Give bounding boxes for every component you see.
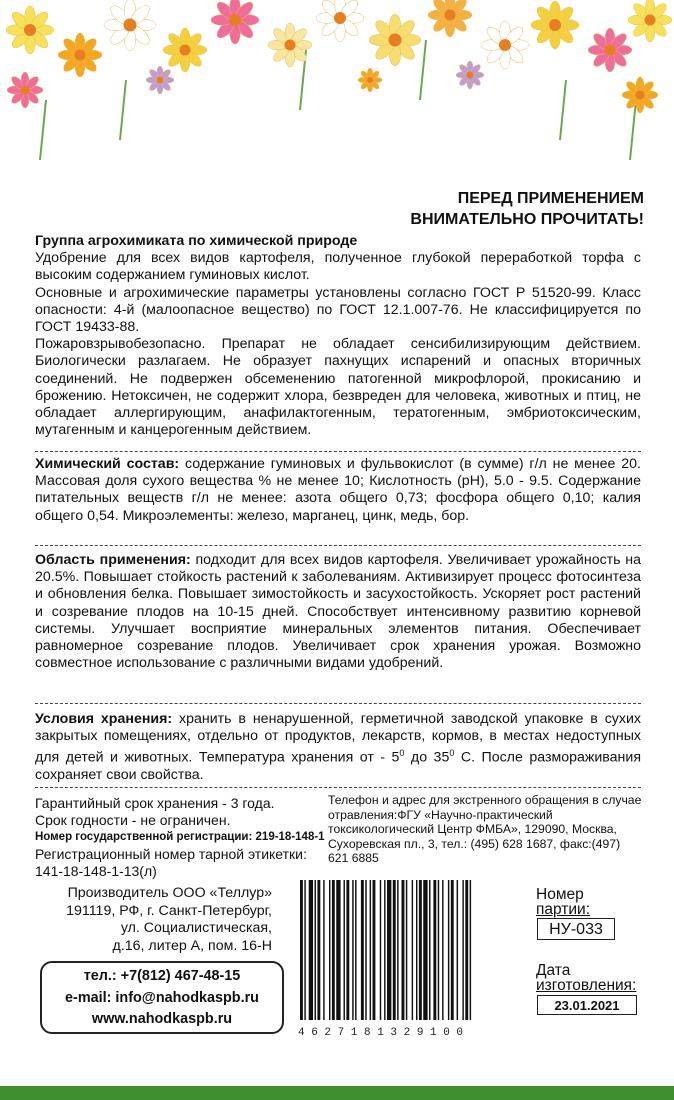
date-label <box>536 963 636 993</box>
state-registration-number: Номер государственной регистрации: 219-18-148-1 <box>35 831 325 843</box>
storage-text-2: до 35 <box>404 750 450 767</box>
email-link[interactable]: e-mail: info@nahodkaspb.ru <box>65 989 259 1006</box>
application-text: подходит для всех видов картофеля. Увеличивает урожайность на 20.5%. Повышает стойкость растений к заболеваниям. Активизирует процесс фотосинтеза и обновления белка. Повышает зимостойкость и засухостойкость. Ускоряет рост растений и созревание плодов на 10-15 дней. Способствует интенсивному развитию корневой системы. Улучшает восприятие минеральных элементов питания. Обеспечивает равномерное созревание плодов. Увеличивает срок хранения урожая. Возможно совместное использование с различными видами удобрений. <box>35 552 642 672</box>
degree-mark: 0 <box>449 748 455 759</box>
composition-section <box>35 456 641 525</box>
group-paragraph-2: Основные и агрохимические параметры установлены согласно ГОСТ Р 51520-99. Класс опасности: 4-й (малоопасное вещество) по ГОСТ 12.1.007-76. Не классифицируется по ГОСТ 19433-88. <box>35 284 641 336</box>
group-paragraph-1: Удобрение для всех видов картофеля, полученное глубокой переработкой торфа с высоким содержанием гуминовых кислот. <box>35 250 641 284</box>
divider <box>35 545 641 546</box>
lot-label-line-1: Номер <box>536 886 584 903</box>
manufacturer-line-2: 191119, РФ, г. Санкт-Петербург, <box>66 902 272 919</box>
emergency-text: Телефон и адрес для экстренного обращения в случае отравления:ФГУ «Научно-практический токсикологический Центр ФМБА», 129090, Москва, Сухоревская пл., 3, тел.: (495) 628 1687, факс:(497) 621 6885 <box>328 793 642 866</box>
manufacture-date: 23.01.2021 <box>537 995 637 1015</box>
registration-section <box>35 795 325 880</box>
notice-line-1: ПЕРЕД ПРИМЕНЕНИЕМ <box>457 190 644 207</box>
notice-line-2: ВНИМАТЕЛЬНО ПРОЧИТАТЬ! <box>410 211 644 228</box>
warranty-text: Гарантийный срок хранения - 3 года. <box>35 795 275 811</box>
lot-label <box>536 887 590 917</box>
emergency-contact <box>328 793 643 866</box>
manufacturer-line-4: д.16, литер А, пом. 16-Н <box>112 937 272 954</box>
application-section <box>35 552 641 672</box>
tare-label-title: Регистрационный номер тарной этикетки: <box>35 846 307 862</box>
footer-stripe <box>0 1086 674 1100</box>
storage-text-3: С. После размораживания сохраняет свои свойства. <box>35 750 641 784</box>
group-paragraph-3: Пожаровзрывобезопасно. Препарат не обладает сенсибилизирующим действием. Биологически разлагаем. Не образует пахнущих испарений и опасных вторичных соединений. Не подвержен обсеменению патогенной микрофлорой, прокисанию и брожению. Нетоксичен, не содержит хлора, безвреден для человека, животных и птиц, не обладает аллергирующим, анафилактогенным, тератогенным, эмбриотоксическим, мутагенным и канцерогенным действием. <box>35 336 641 439</box>
divider <box>35 703 641 704</box>
manufacturer-line-1: Производитель ООО «Теллур» <box>67 885 272 901</box>
flower-decoration <box>0 0 674 175</box>
application-label: Область применения: <box>35 552 191 568</box>
divider <box>35 451 641 452</box>
date-label-line-1: Дата <box>536 962 571 979</box>
divider <box>35 787 641 788</box>
storage-label: Условия хранения: <box>35 711 173 727</box>
barcode-digits: 4 6 2 7 1 8 1 3 2 9 1 0 0 <box>298 1027 464 1039</box>
lot-number: НУ-033 <box>537 918 615 940</box>
tare-label-number: 141-18-148-1-13(л) <box>35 863 157 879</box>
phone-number[interactable]: тел.: +7(812) 467-48-15 <box>83 968 241 984</box>
manufacturer-address <box>35 885 272 955</box>
product-group-section <box>35 233 641 439</box>
read-before-use-notice <box>410 188 644 230</box>
contact-box <box>40 961 284 1034</box>
barcode <box>298 880 522 1040</box>
composition-label: Химический состав: <box>35 456 180 472</box>
storage-section <box>35 711 641 785</box>
group-heading: Группа агрохимиката по химической природе <box>35 233 358 249</box>
manufacturer-line-3: ул. Социалистическая, <box>120 920 272 937</box>
degree-mark: 0 <box>399 748 405 759</box>
lot-label-line-2: партии: <box>536 901 591 918</box>
storage-text-1: хранить в ненарушенной, герметичной заводской упаковке в сухих закрытых помещениях, отдельно от продуктов, лекарств, кормов, в местах недоступных для детей и животных. Температура хранения от - 5 <box>35 711 641 767</box>
date-label-line-2: изготовления: <box>536 977 637 994</box>
shelf-life-text: Срок годности - не ограничен. <box>35 812 231 828</box>
composition-text: содержание гуминовых и фульвокислот (в сумме) г/л не менее 20. Массовая доля сухого вещества % не менее 10; Кислотность (рН), 5.0 - 9.5. Содержание питательных веществ г/л не менее: азота общего 0,73; фосфора общего 0,10; калия общего 0,54. Микроэлементы: железо, марганец, цинк, медь, бор. <box>35 456 641 524</box>
website-link[interactable]: www.nahodkaspb.ru <box>91 1011 233 1027</box>
